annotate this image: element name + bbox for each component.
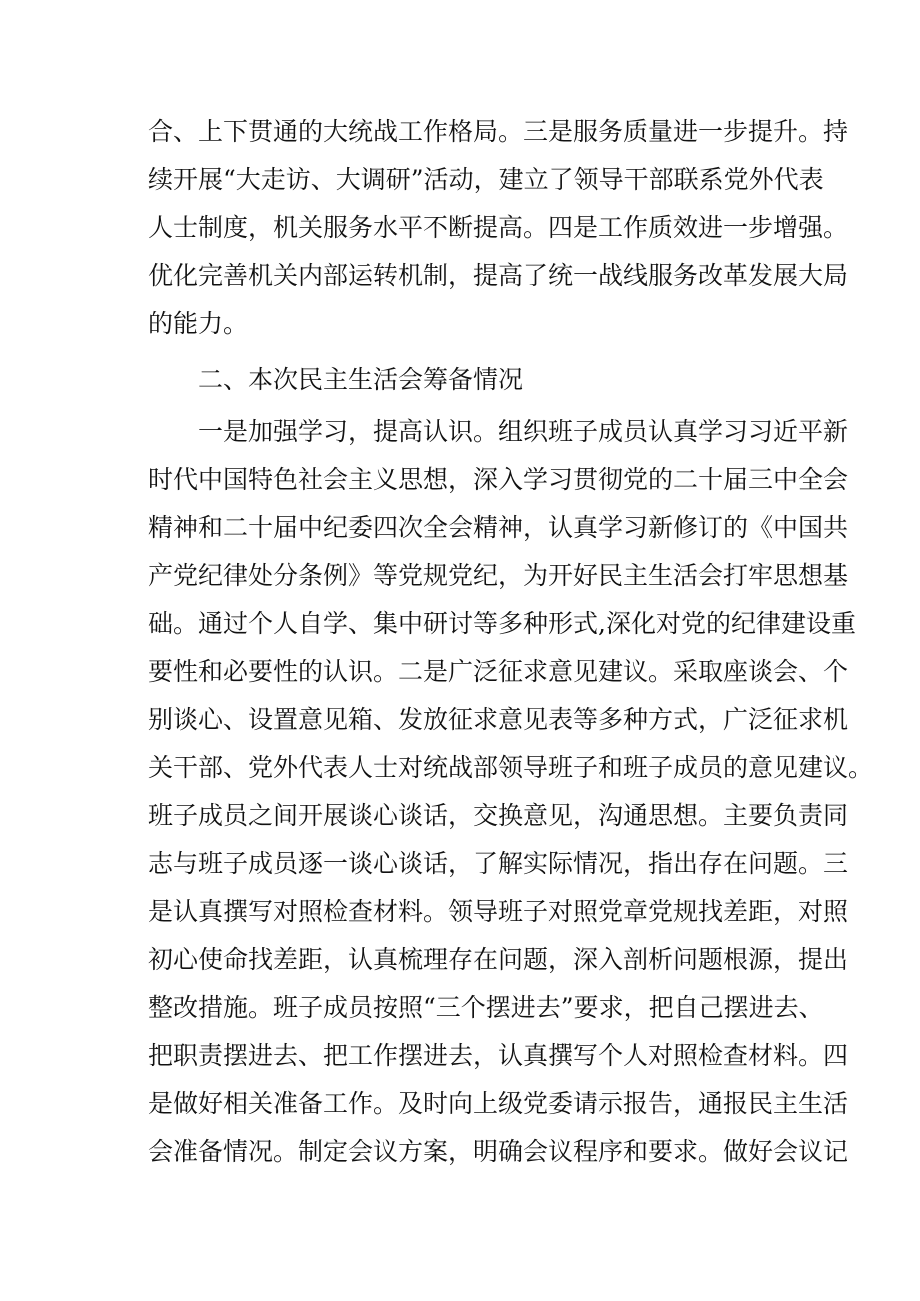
paragraph-line: 班子成员之间开展谈心谈话，交换意见，沟通思想。主要负责同 xyxy=(148,801,849,830)
paragraph-line: 续开展“大走访、大调研”活动，建立了领导干部联系党外代表 xyxy=(148,165,824,194)
paragraph-line: 优化完善机关内部运转机制，提高了统一战线服务改革发展大局 xyxy=(148,261,849,290)
section-heading: 二、本次民主生活会筹备情况 xyxy=(198,365,524,394)
paragraph-line: 别谈心、设置意见箱、发放征求意见表等多种方式，广泛征求机 xyxy=(148,705,849,734)
paragraph-line: 会准备情况。制定会议方案，明确会议程序和要求。做好会议记 xyxy=(148,1137,849,1166)
paragraph-line: 一是加强学习，提高认识。组织班子成员认真学习习近平新 xyxy=(198,417,849,446)
paragraph-line: 产党纪律处分条例》等党规党纪，为开好民主生活会打牢思想基 xyxy=(148,561,849,590)
paragraph-line: 础。通过个人自学、集中研讨等多种形式,深化对党的纪律建设重 xyxy=(148,609,856,638)
paragraph-line: 整改措施。班子成员按照“三个摆进去”要求，把自己摆进去、 xyxy=(148,993,824,1022)
paragraph-line: 是认真撰写对照检查材料。领导班子对照党章党规找差距，对照 xyxy=(148,897,849,926)
paragraph-line: 合、上下贯通的大统战工作格局。三是服务质量进一步提升。持 xyxy=(148,117,849,146)
paragraph-line: 是做好相关准备工作。及时向上级党委请示报告，通报民主生活 xyxy=(148,1089,849,1118)
paragraph-line: 的能力。 xyxy=(148,309,249,338)
paragraph-line: 志与班子成员逐一谈心谈话，了解实际情况，指出存在问题。三 xyxy=(148,849,849,878)
paragraph-line: 初心使命找差距，认真梳理存在问题，深入剖析问题根源，提出 xyxy=(148,945,849,974)
paragraph-line: 要性和必要性的认识。二是广泛征求意见建议。采取座谈会、个 xyxy=(148,657,849,686)
paragraph-line: 关干部、党外代表人士对统战部领导班子和班子成员的意见建议。 xyxy=(148,753,874,782)
paragraph-line: 时代中国特色社会主义思想，深入学习贯彻党的二十届三中全会 xyxy=(148,465,849,494)
paragraph-line: 人士制度，机关服务水平不断提高。四是工作质效进一步增强。 xyxy=(148,213,849,242)
paragraph-line: 把职责摆进去、把工作摆进去，认真撰写个人对照检查材料。四 xyxy=(148,1041,849,1070)
paragraph-line: 精神和二十届中纪委四次全会精神，认真学习新修订的《中国共 xyxy=(148,513,849,542)
